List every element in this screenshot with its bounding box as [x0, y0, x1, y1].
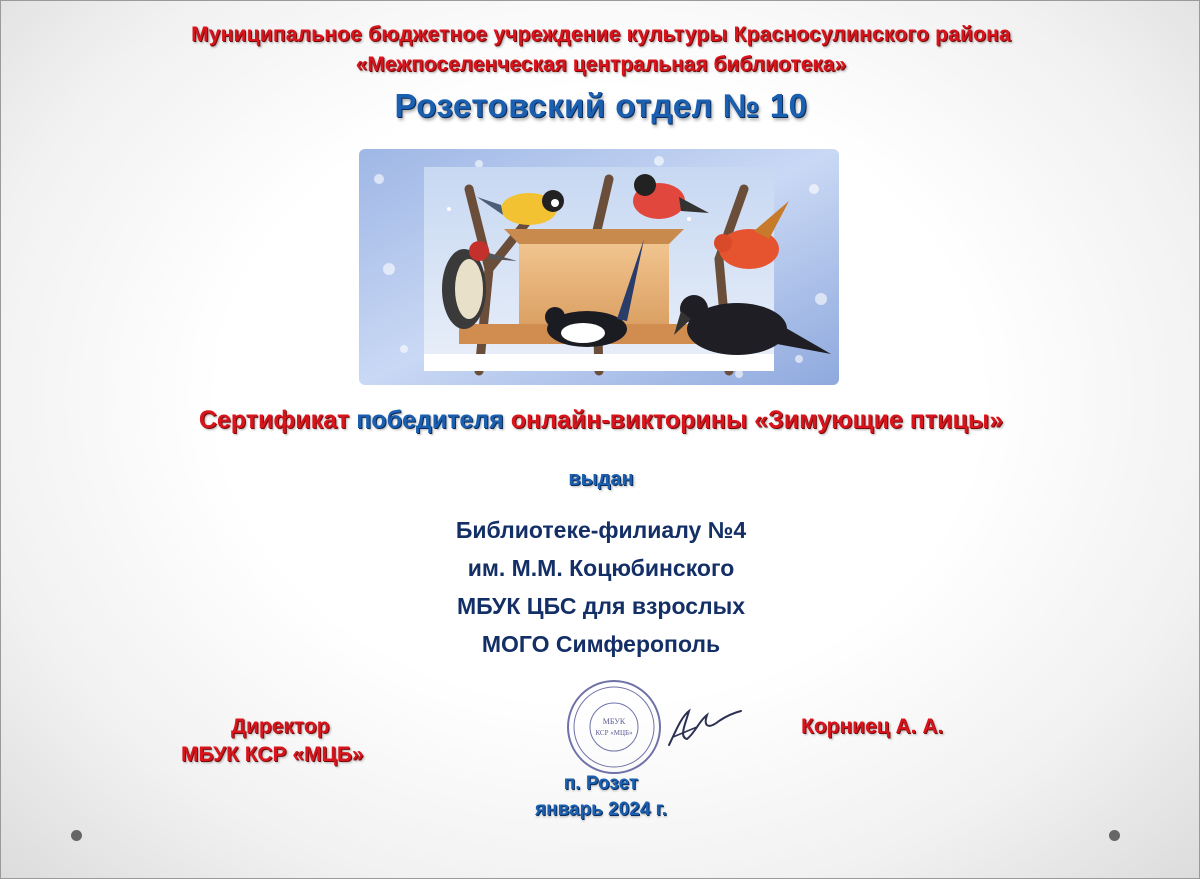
bullet-dot-right [1109, 830, 1120, 841]
certificate-title-winner: победителя [356, 406, 504, 434]
header-organization: Муниципальное бюджетное учреждение культуры Красносулинского района [191, 23, 1011, 46]
director-name: Корниец А. А. [801, 715, 944, 738]
recipient-line: МБУК ЦБС для взрослых [456, 593, 746, 619]
issued-label: выдан [568, 468, 634, 490]
recipient-block [1, 511, 1200, 663]
header-department: Розетовский отдел № 10 [394, 87, 808, 124]
footer-date: январь 2024 г. [535, 799, 667, 820]
director-title: Директор [231, 715, 330, 738]
director-organization: МБУК КСР «МЦБ» [181, 743, 364, 766]
official-stamp [564, 677, 664, 777]
recipient-line: МОГО Симферополь [481, 631, 721, 657]
stamp-line-2: КСР «МЦБ» [595, 729, 633, 737]
certificate-title [1, 406, 1200, 435]
birds-at-feeder-illustration [359, 149, 839, 385]
certificate-title-part3: онлайн-викторины «Зимующие птицы» [503, 406, 1004, 434]
header-library: «Межпоселенческая центральная библиотека» [355, 53, 847, 76]
stamp-line-1: МБУК [602, 717, 626, 726]
recipient-line: им. М.М. Коцюбинского [467, 555, 735, 581]
bullet-dot-left [71, 830, 82, 841]
handwritten-signature [663, 699, 743, 751]
certificate-title-part1: Сертификат [198, 406, 357, 434]
recipient-line: Библиотеке-филиалу №4 [455, 517, 747, 543]
footer-place: п. Розет [563, 773, 639, 794]
